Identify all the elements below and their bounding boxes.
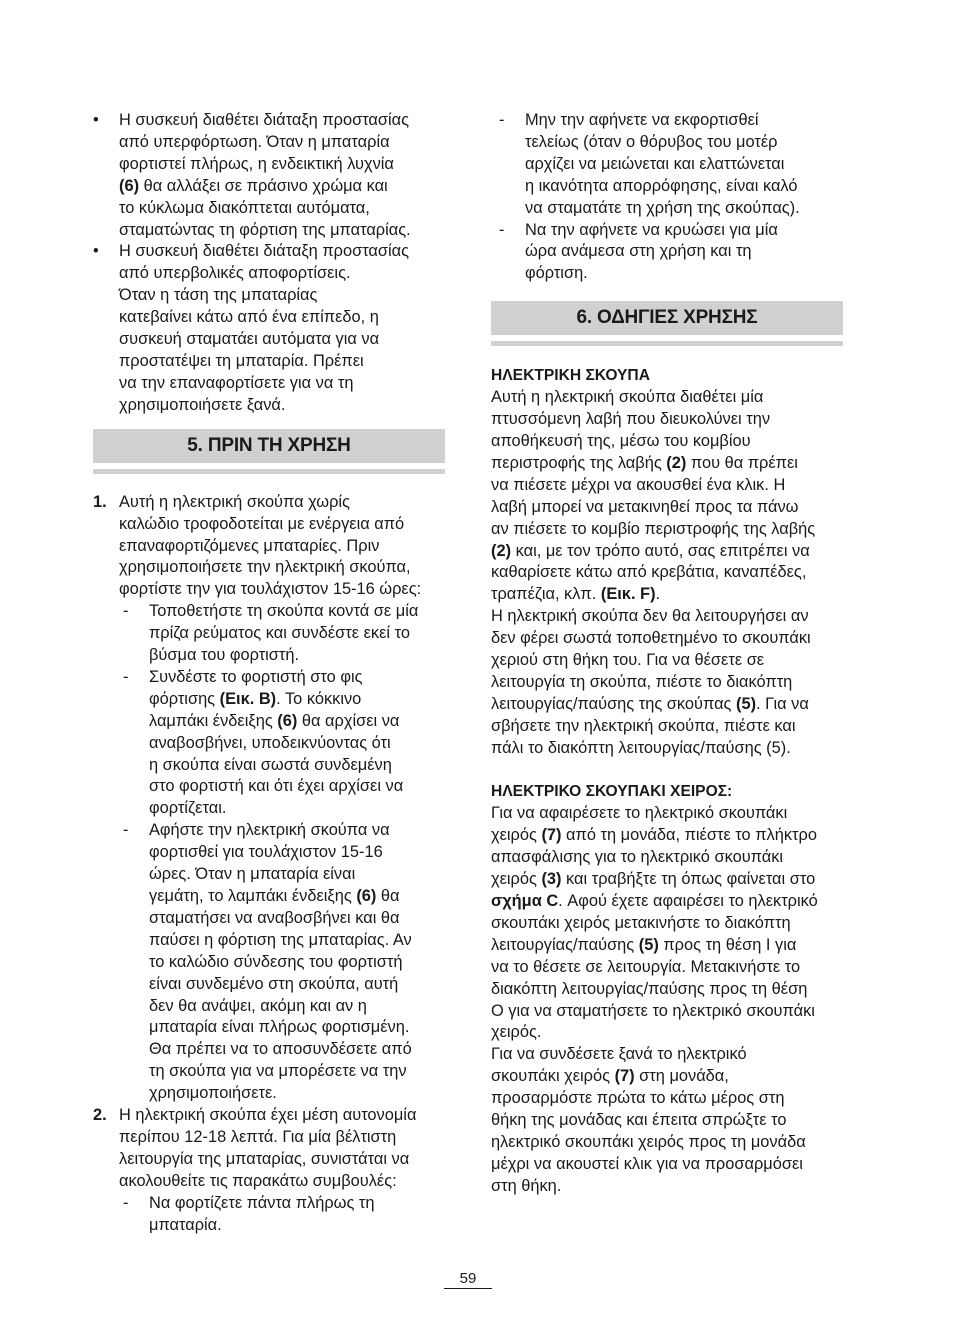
item-text <box>119 492 445 602</box>
text-run: (7) <box>541 826 562 845</box>
text-run: επαναφορτιζόμενες μπαταρίες. Πριν <box>119 536 380 555</box>
subsection-body <box>491 803 843 1197</box>
text-run: Η ηλεκτρική σκούπα έχει μέση αυτονομία <box>119 1106 417 1125</box>
text-run: είναι συνδεμένο στη σκούπα, αυτή <box>149 974 399 993</box>
text-run: Τοποθετήστε τη σκούπα κοντά σε μία <box>149 602 419 621</box>
text-run: αναβοσβήνει, υποδεικνύοντας ότι <box>149 733 391 752</box>
text-run: δεν θα ανάψει, ακόμη και αν η <box>149 996 367 1015</box>
text-run: Αφήστε την ηλεκτρική σκούπα να <box>149 821 390 840</box>
text-run: το κύκλωμα διακόπτεται αυτόματα, <box>119 198 370 217</box>
dash-marker: - <box>499 111 505 129</box>
text-run: Η συσκευή διαθέτει διάταξη προστασίας <box>119 242 410 261</box>
text-run: Η συσκευή διαθέτει διάταξη προστασίας <box>119 111 410 129</box>
text-run: πτυσσόμενη λαβή που διευκολύνει την <box>491 410 771 429</box>
text-run: O για να σταματήσετε το ηλεκτρικό σκουπάκι <box>491 1001 815 1020</box>
text-run: θα <box>376 887 400 905</box>
text-run: που θα πρέπει <box>686 453 798 472</box>
text-run: χρησιμοποιήσετε ξανά. <box>119 395 286 414</box>
text-run: σχήμα C <box>491 891 559 910</box>
bullet-text <box>119 110 445 241</box>
text-run: Συνδέστε το φορτιστή στο φις <box>149 667 363 686</box>
text-run: μπαταρία. <box>149 1215 222 1234</box>
text-run: ηλεκτρικό σκουπάκι χειρός προς τη μονάδα <box>491 1132 806 1151</box>
dash-text <box>149 601 445 667</box>
dash-text <box>149 820 445 1105</box>
text-run: Η ηλεκτρική σκούπα δεν θα λειτουργήσει αν <box>491 607 809 626</box>
text-run: φορτισθεί για τουλάχιστον 15-16 <box>149 843 383 862</box>
text-run: . Το κόκκινο <box>276 689 362 708</box>
text-run: λειτουργίας/παύσης <box>491 935 639 954</box>
right-column <box>491 110 843 1198</box>
text-run: κατεβαίνει κάτω από ένα επίπεδο, η <box>119 308 379 327</box>
text-run: συσκευή σταματάει αυτόματα για να <box>119 330 380 349</box>
text-run: Να φορτίζετε πάντα πλήρως τη <box>149 1193 375 1212</box>
text-run: λειτουργία τη σκούπα, πιέστε το διακόπτη <box>491 672 793 691</box>
text-run: περίπου 12-18 λεπτά. Για μία βέλτιστη <box>119 1127 397 1146</box>
text-run: χειρός <box>491 826 542 845</box>
text-run: μπαταρία είναι πλήρως φορτισμένη. <box>149 1018 410 1037</box>
text-run: (Εικ. F) <box>600 585 656 604</box>
text-run: χειρός. <box>491 1023 542 1042</box>
text-run: τραπέζια, κλπ. <box>491 585 601 604</box>
numbered-item <box>93 492 445 602</box>
text-run: (2) <box>666 453 687 472</box>
text-run: βύσμα του φορτιστή. <box>149 646 300 665</box>
text-run: καθαρίσετε κάτω από κρεβάτια, καναπέδες, <box>491 563 807 582</box>
text-run: θα αλλάξει σε πράσινο χρώμα και <box>139 176 388 195</box>
text-run: ώρες. Όταν η μπαταρία είναι <box>149 865 356 884</box>
text-run: περιστροφής της λαβής <box>491 453 667 472</box>
item-number: 2. <box>93 1106 107 1125</box>
text-run: γεμάτη, το λαμπάκι ένδειξης <box>149 887 357 905</box>
text-run: η σκούπα είναι σωστά συνδεμένη <box>149 755 392 774</box>
text-run: (6) <box>356 887 377 905</box>
subsection-title: ΗΛΕΚΤΡΙΚΗ ΣΚΟΥΠΑ <box>491 367 650 385</box>
dash-marker: - <box>123 1193 129 1212</box>
text-run: φορτίστε την για τουλάχιστον 15-16 ώρες: <box>119 580 422 599</box>
dash-text <box>525 220 843 286</box>
text-run: σκουπάκι χειρός <box>491 1067 615 1086</box>
text-run: αποθήκευσή της, μέσω του κομβίου <box>491 431 751 450</box>
text-run: προς τη θέση I για <box>658 935 797 954</box>
numbered-item <box>93 1105 445 1193</box>
text-run: αν πιέσετε το κομβίο περιστροφής της λαβής <box>491 519 816 538</box>
text-run: (2) <box>491 541 512 560</box>
dash-text <box>149 1193 445 1237</box>
text-run: δεν φέρει σωστά τοποθετημένο το σκουπάκι <box>491 629 811 648</box>
text-run: από τη μονάδα, πιέστε το πλήκτρο <box>561 826 817 845</box>
text-run: σταματώντας τη φόρτιση της μπαταρίας. <box>119 220 411 239</box>
text-run: λαβή μπορεί να μετακινηθεί προς τα πάνω <box>491 497 799 516</box>
text-run: (5) <box>736 694 757 713</box>
text-run: Αυτή η ηλεκτρική σκούπα χωρίς <box>119 492 350 511</box>
text-run: διακόπτη λειτουργίας/παύσης προς τη θέση <box>491 979 808 998</box>
text-run: Θα πρέπει να το αποσυνδέσετε από <box>149 1040 412 1059</box>
dash-text <box>149 667 445 820</box>
bullet-item <box>93 241 445 416</box>
dash-marker: - <box>499 220 505 239</box>
dash-item <box>93 820 445 1105</box>
text-run: λειτουργίας/παύσης της σκούπας <box>491 694 736 713</box>
text-run: η ικανότητα απορρόφησης, είναι καλό <box>525 176 798 195</box>
text-run: (5) <box>638 935 659 954</box>
text-run: φόρτισης <box>149 689 220 708</box>
dash-text <box>525 110 843 220</box>
section-title: 6. ΟΔΗΓΙΕΣ ΧΡΗΣΗΣ <box>576 307 758 329</box>
text-run: να την επαναφορτίσετε για να τη <box>119 373 354 392</box>
text-run: λαμπάκι ένδειξης <box>149 711 278 730</box>
text-run: και τραβήξτε τη όπως φαίνεται στο <box>561 870 816 889</box>
text-run: από υπερφόρτωση. Όταν η μπαταρία <box>119 132 390 151</box>
text-run: πρίζα ρεύματος και συνδέστε εκεί το <box>149 624 410 643</box>
text-run: . <box>655 585 661 604</box>
text-run: λειτουργία της μπαταρίας, συνιστάται να <box>119 1149 410 1168</box>
subsection-body <box>491 387 843 759</box>
subsection-title: ΗΛΕΚΤΡΙΚΟ ΣΚΟΥΠΑΚΙ ΧΕΙΡΟΣ: <box>491 783 733 801</box>
text-run: (6) <box>119 176 140 195</box>
text-run: Για να αφαιρέσετε το ηλεκτρικό σκουπάκι <box>491 804 788 823</box>
text-run: από υπερβολικές αποφορτίσεις. <box>119 264 351 283</box>
text-run: Όταν η τάση της μπαταρίας <box>119 286 318 305</box>
text-run: χειρός <box>491 870 542 889</box>
dash-item <box>93 667 445 820</box>
text-run: . Αφού έχετε αφαιρέσει το ηλεκτρικό <box>558 891 818 910</box>
text-run: να πιέσετε μέχρι να ακουσθεί ένα κλικ. Η <box>491 475 786 494</box>
dash-item <box>491 220 843 286</box>
text-run: σβήσετε την ηλεκτρική σκούπα, πιέστε και <box>491 716 796 735</box>
text-run: στη θήκη. <box>491 1176 562 1195</box>
text-run: απασφάλισης για το ηλεκτρικό σκουπάκι <box>491 848 784 867</box>
left-column <box>93 110 445 1237</box>
text-run: προστατέψει τη μπαταρία. Πρέπει <box>119 351 364 370</box>
dash-marker: - <box>123 667 129 686</box>
item-text <box>119 1105 445 1193</box>
text-run: τη σκούπα για να μπορέσετε να την <box>149 1062 407 1081</box>
text-run: (6) <box>277 711 298 730</box>
bullet-text <box>119 241 445 416</box>
text-run: (7) <box>614 1067 635 1086</box>
text-run: το καλώδιο σύνδεσης του φορτιστή <box>149 952 403 971</box>
text-run: Μην την αφήνετε να εκφορτισθεί <box>525 111 759 129</box>
text-run: φόρτιση. <box>525 264 588 283</box>
page-number-rule <box>444 1288 492 1289</box>
text-run: χεριού στη θήκη του. Για να θέσετε σε <box>491 651 765 670</box>
bullet-marker: • <box>93 111 99 129</box>
text-run: θήκη της μονάδας και έπειτα σπρώξτε το <box>491 1111 787 1130</box>
text-run: σταματήσει να αναβοσβήνει και θα <box>149 908 400 927</box>
dash-marker: - <box>123 821 129 840</box>
text-run: σκουπάκι χειρός μετακινήστε το διακόπτη <box>491 913 791 932</box>
text-run: να το θέσετε σε λειτουργία. Μετακινήστε το <box>491 957 801 976</box>
text-run: Αυτή η ηλεκτρική σκούπα διαθέτει μία <box>491 388 764 407</box>
dash-item <box>491 110 843 220</box>
text-run: χρησιμοποιήσετε την ηλεκτρική σκούπα, <box>119 558 411 577</box>
text-run: στη μονάδα, <box>634 1067 729 1086</box>
bullet-marker: • <box>93 242 99 261</box>
bullet-item <box>93 110 445 241</box>
section-title: 5. ΠΡΙΝ ΤΗ ΧΡΗΣΗ <box>187 434 351 456</box>
bullet-list <box>93 110 445 417</box>
text-run: πάλι το διακόπτη λειτουργίας/παύσης (5). <box>491 738 791 757</box>
item-number: 1. <box>93 492 107 511</box>
text-run: φορτίζεται. <box>149 799 227 818</box>
text-run: αρχίζει να μειώνεται και ελαττώνεται <box>525 154 785 173</box>
page-number: 59 <box>459 1270 477 1287</box>
text-run: μέχρι να ακουστεί κλικ για να προσαρμόσει <box>491 1154 803 1173</box>
text-run: (Εικ. B) <box>219 689 277 708</box>
text-run: . Για να <box>756 694 809 713</box>
text-run: παύσει η φόρτιση της μπαταρίας. Αν <box>149 930 412 949</box>
dash-marker: - <box>123 602 129 621</box>
dash-item <box>93 1193 445 1237</box>
section-heading-instructions <box>491 301 843 335</box>
text-run: να σταματάτε τη χρήση της σκούπας). <box>525 198 800 217</box>
text-run: χρησιμοποιήσετε. <box>149 1084 277 1103</box>
dash-item <box>93 601 445 667</box>
text-run: ώρα ανάμεσα στη χρήση και τη <box>525 242 752 261</box>
text-run: προσαρμόστε πρώτα το κάτω μέρος στη <box>491 1089 785 1108</box>
text-run: ακολουθείτε τις παρακάτω συμβουλές: <box>119 1171 397 1190</box>
text-run: και, με τον τρόπο αυτό, σας επιτρέπει να <box>511 541 810 560</box>
text-run: θα αρχίσει να <box>297 711 400 730</box>
section-heading-before-use <box>93 429 445 463</box>
text-run: στο φορτιστή και ότι έχει αρχίσει να <box>149 777 404 796</box>
text-run: καλώδιο τροφοδοτείται με ενέργεια από <box>119 514 405 533</box>
text-run: φορτιστεί πλήρως, η ενδεικτική λυχνία <box>119 154 394 173</box>
text-run: Να την αφήνετε να κρυώσει για μία <box>525 220 778 239</box>
text-run: Για να συνδέσετε ξανά το ηλεκτρικό <box>491 1045 747 1064</box>
text-run: (3) <box>541 870 562 889</box>
text-run: τελείως (όταν ο θόρυβος του μοτέρ <box>525 132 778 151</box>
